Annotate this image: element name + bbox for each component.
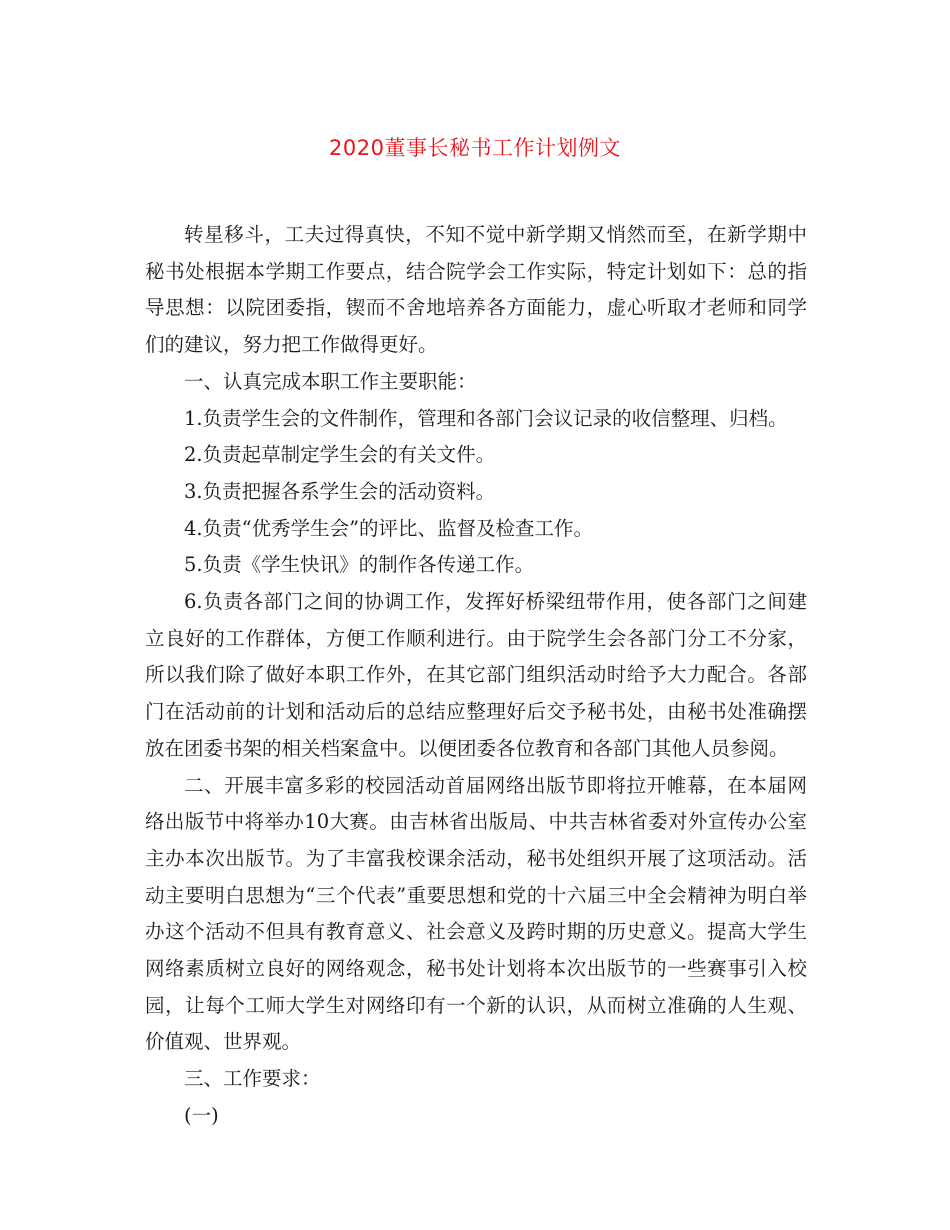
heading-section-three: 三、工作要求： bbox=[184, 1067, 321, 1091]
list-item-1: 1.负责学生会的文件制作，管理和各部门会议记录的收信整理、归档。 bbox=[184, 406, 788, 430]
list-item-3: 3.负责把握各系学生会的活动资料。 bbox=[184, 479, 496, 503]
heading-section-one: 一、认真完成本职工作主要职能： bbox=[184, 369, 477, 393]
paragraph-section-two: 二、开展丰富多彩的校园活动首届网络出版节即将拉开帷幕，在本届网络出版节中将举办10大赛。由吉林省出版局、中共吉林省委对外宣传办公室主办本次出版节。为了丰富我校课余活动，秘书处组织开展了这项活动。活动主要明白思想为“三个代表”重要思想和党的十六届三中全会精神为明白举办这个活动不但具有教育意义、社会意义及跨时期的历史意义。提高大学生网络素质树立良好的网络观念，秘书处计划将本次出版节的一些赛事引入校园，让每个工师大学生对网络印有一个新的认识，从而树立准确的人生观、价值观、世界观。 bbox=[145, 773, 807, 1054]
subheading-one: (一) bbox=[184, 1103, 219, 1127]
list-item-2: 2.负责起草制定学生会的有关文件。 bbox=[184, 443, 496, 467]
list-item-6: 6.负责各部门之间的协调工作，发挥好桥梁纽带作用，使各部门之间建立良好的工作群体，方便工作顺利进行。由于院学生会各部门分工不分家，所以我们除了做好本职工作外，在其它部门组织活动时给予大力配合。各部门在活动前的计划和活动后的总结应整理好后交予秘书处，由秘书处准确摆放在团委书架的相关档案盒中。以便团委各位教育和各部门其他人员参阅。 bbox=[145, 590, 807, 760]
list-item-5: 5.负责《学生快讯》的制作各传递工作。 bbox=[184, 553, 535, 577]
document-body bbox=[145, 217, 807, 1135]
paragraph-intro: 转星移斗，工夫过得真快，不知不觉中新学期又悄然而至，在新学期中秘书处根据本学期工作要点，结合院学会工作实际，特定计划如下：总的指导思想：以院团委指，锲而不舍地培养各方面能力，虚心听取才老师和同学们的建议，努力把工作做得更好。 bbox=[145, 223, 807, 357]
document-title: 2020董事长秘书工作计划例文 bbox=[329, 136, 621, 160]
list-item-4: 4.负责“优秀学生会”的评比、监督及检查工作。 bbox=[184, 516, 594, 540]
